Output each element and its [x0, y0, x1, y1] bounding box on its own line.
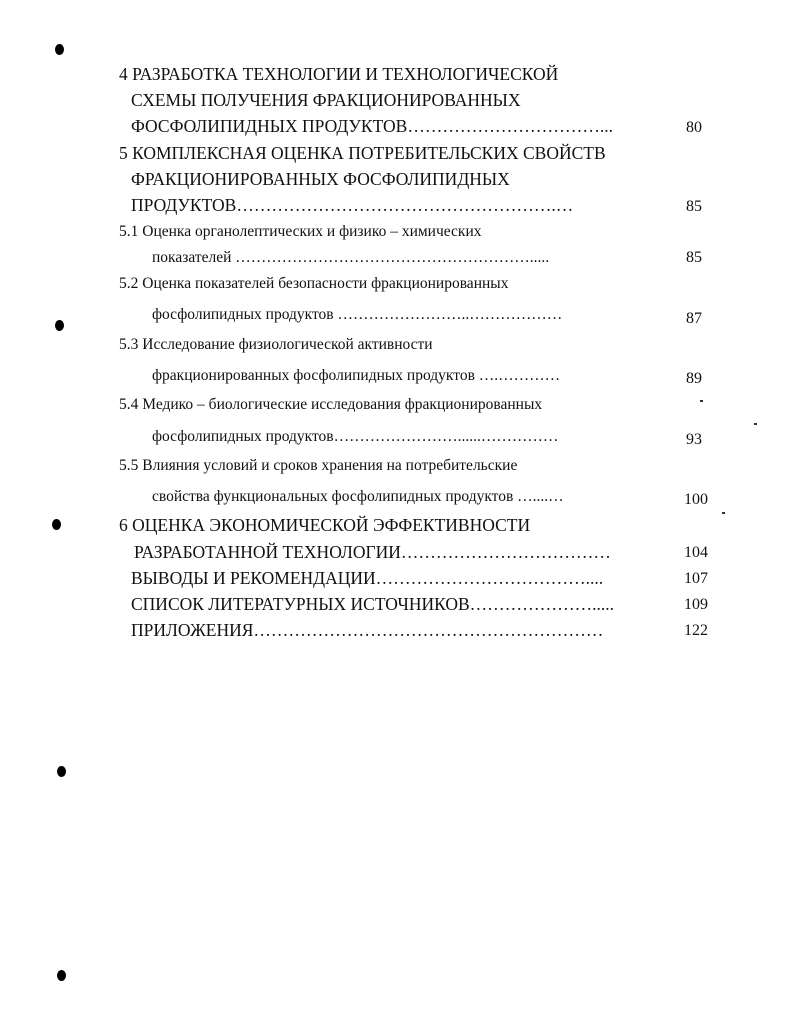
toc-entry-line: СПИСОК ЛИТЕРАТУРНЫХ ИСТОЧНИКОВ………………….....: [131, 594, 615, 614]
toc-entry-line: ВЫВОДЫ И РЕКОМЕНДАЦИИ………………………………....: [131, 568, 604, 588]
toc-entry-line: 5.2 Оценка показателей безопасности фракционированных: [119, 275, 509, 292]
toc-entry-line: ПРИЛОЖЕНИЯ……………………………………………………: [131, 620, 604, 640]
scan-speck: [722, 512, 725, 514]
toc-entry-line: ПРОДУКТОВ……………………………………………….…: [131, 195, 574, 215]
scan-speck: [700, 400, 703, 402]
toc-entry-line: свойства функциональных фосфолипидных продуктов …....…: [152, 488, 564, 505]
toc-entry-line: фракционированных фосфолипидных продуктов ….…………: [152, 367, 561, 384]
toc-page-number: 109: [684, 596, 708, 613]
binder-hole: [57, 970, 66, 981]
toc-entry-line: 5.1 Оценка органолептических и физико – химических: [119, 223, 482, 240]
toc-entry-line: ФРАКЦИОНИРОВАННЫХ ФОСФОЛИПИДНЫХ: [131, 169, 510, 189]
toc-page-number: 93: [686, 431, 702, 448]
binder-hole: [55, 320, 64, 331]
toc-entry-line: показателей ………………………………………………….....: [152, 249, 550, 266]
toc-entry-line: СХЕМЫ ПОЛУЧЕНИЯ ФРАКЦИОНИРОВАННЫХ: [131, 90, 521, 110]
toc-page-number: 100: [684, 491, 708, 508]
toc-entry-line: РАЗРАБОТАННОЙ ТЕХНОЛОГИИ………………………………: [134, 542, 611, 562]
toc-entry-line: фосфолипидных продуктов ……………………..………………: [152, 306, 563, 323]
toc-page-number: 107: [684, 570, 708, 587]
toc-page-number: 85: [686, 198, 702, 215]
toc-page-number: 104: [684, 544, 708, 561]
toc-entry-line: фосфолипидных продуктов……………………......……………: [152, 428, 559, 445]
toc-entry-line: 5.5 Влияния условий и сроков хранения на потребительские: [119, 457, 518, 474]
binder-hole: [55, 44, 64, 55]
toc-page-number: 87: [686, 310, 702, 327]
toc-entry-line: ФОСФОЛИПИДНЫХ ПРОДУКТОВ……………………………...: [131, 116, 613, 136]
toc-entry-line: 5.3 Исследование физиологической активности: [119, 336, 433, 353]
toc-entry-line: 5.4 Медико – биологические исследования фракционированных: [119, 396, 543, 413]
toc-entry-line: 5 КОМПЛЕКСНАЯ ОЦЕНКА ПОТРЕБИТЕЛЬСКИХ СВОЙСТВ: [119, 143, 606, 163]
binder-hole: [57, 766, 66, 777]
toc-page-number: 122: [684, 622, 708, 639]
toc-entry-line: 6 ОЦЕНКА ЭКОНОМИЧЕСКОЙ ЭФФЕКТИВНОСТИ: [119, 515, 531, 535]
toc-entry-line: 4 РАЗРАБОТКА ТЕХНОЛОГИИ И ТЕХНОЛОГИЧЕСКОЙ: [119, 64, 559, 84]
toc-page-number: 85: [686, 249, 702, 266]
scan-speck: [754, 423, 757, 425]
binder-hole: [52, 519, 61, 530]
toc-page-number: 89: [686, 370, 702, 387]
toc-page-number: 80: [686, 119, 702, 136]
